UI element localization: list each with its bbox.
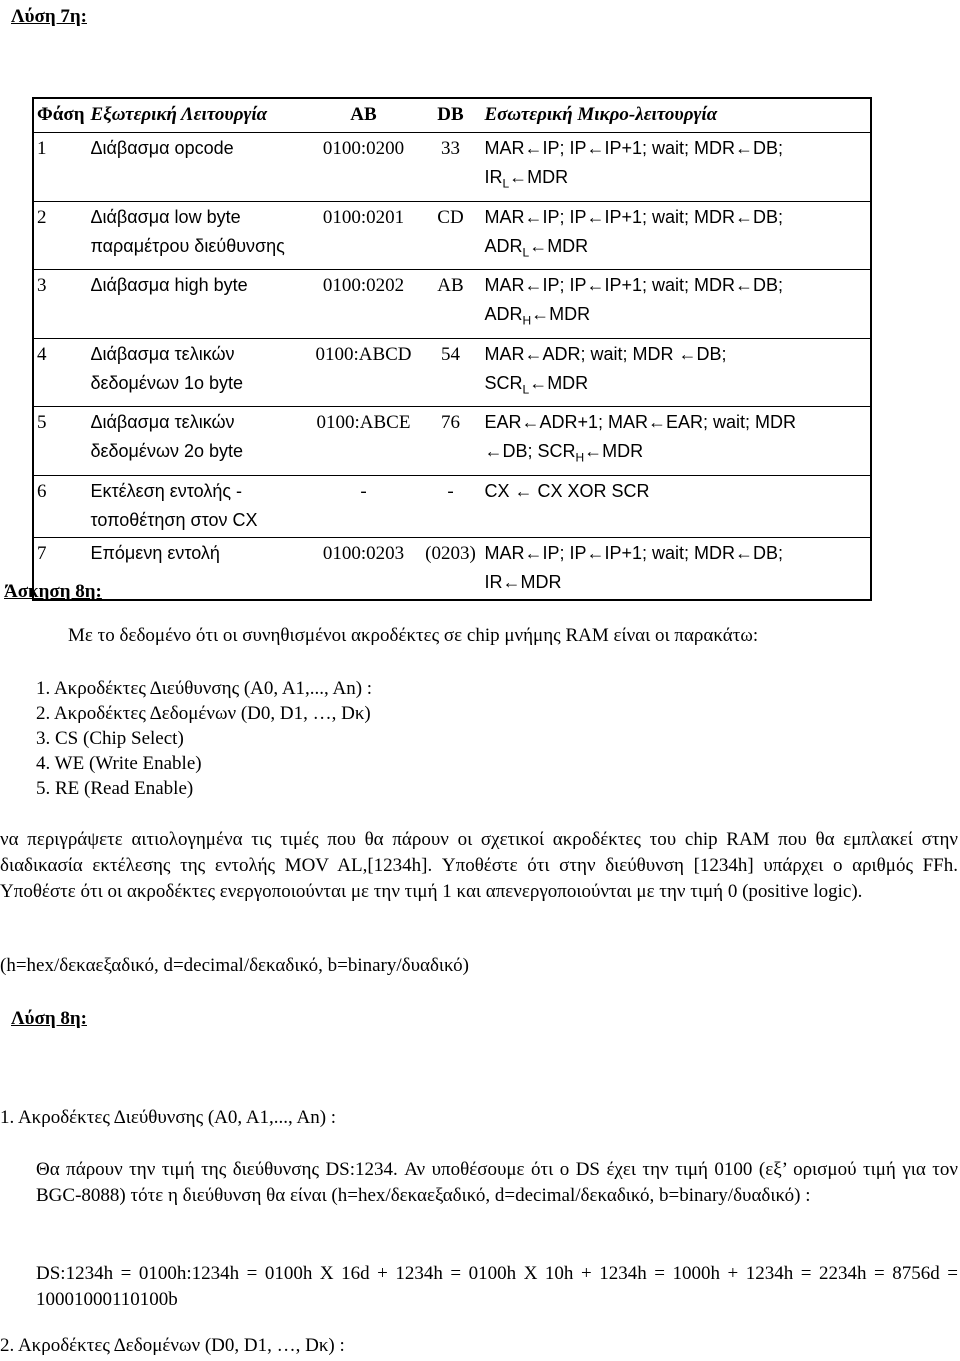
list-item: 5. RE (Read Enable) <box>36 778 194 799</box>
internal-tail: ←MDR <box>529 372 589 393</box>
register-subscript: L <box>522 382 530 397</box>
internal-tail: ←MDR <box>584 441 644 462</box>
cell-external: Διάβασμα τελικών δεδομένων 2ο byte <box>87 407 307 476</box>
register-subscript: L <box>502 176 510 191</box>
table-row <box>33 537 871 600</box>
cell-external: Διάβασμα opcode <box>87 133 307 202</box>
table-row <box>33 270 871 339</box>
internal-register: IR <box>484 167 503 187</box>
cell-external: Επόμενη εντολή <box>87 537 307 600</box>
cell-internal <box>481 338 871 407</box>
cell-db: (0203) <box>419 537 481 600</box>
solution-paragraph-1: Θα πάρουν την τιμή της διεύθυνσης DS:1234. Αν υποθέσουμε ότι ο DS έχει την τιμή 0100 (εξ’ ορισμού τιμή για τον BGC-8088) τότε η διεύθυνση θα είναι (h=hex/δεκαεξαδικό, d=decimal/δεκαδικό, b=binary/δυαδικό) : <box>36 1159 958 1206</box>
internal-tail: ←MDR <box>529 235 589 256</box>
notation-text: (h=hex/δεκαεξαδικό, d=decimal/δεκαδικό, b=binary/δυαδικό) <box>0 955 470 976</box>
list-item: 4. WE (Write Enable) <box>36 753 202 774</box>
cell-ab: 0100:ABCE <box>307 407 419 476</box>
cell-phase: 3 <box>33 270 87 339</box>
internal-register: IR <box>484 571 503 592</box>
internal-line-2 <box>484 232 867 268</box>
pins-list <box>36 676 372 801</box>
intro-text: Με το δεδομένο ότι οι συνηθισμένοι ακροδέκτες σε chip μνήμης RAM είναι οι παρακάτω: <box>68 625 759 646</box>
internal-line-2 <box>484 300 867 336</box>
internal-line-2 <box>484 163 867 199</box>
solution-item-2: 2. Ακροδέκτες Δεδομένων (D0, D1, …, Dκ) : <box>0 1335 345 1356</box>
cell-internal <box>481 407 871 476</box>
internal-register: ADR <box>484 304 523 325</box>
cell-phase: 5 <box>33 407 87 476</box>
internal-line-1: EAR←ADR+1; MAR←EAR; wait; MDR <box>484 412 797 433</box>
cell-internal <box>481 537 871 600</box>
cell-phase: 6 <box>33 475 87 537</box>
table-row <box>33 338 871 407</box>
table-row <box>33 407 871 476</box>
cell-external: Διάβασμα τελικών δεδομένων 1ο byte <box>87 338 307 407</box>
cell-db: 33 <box>419 133 481 202</box>
solution7-heading: Λύση 7η: <box>11 6 87 27</box>
internal-line-1: MAR←IP; IP←IP+1; wait; MDR←DB; <box>484 206 784 227</box>
cell-phase: 4 <box>33 338 87 407</box>
cell-internal <box>481 201 871 270</box>
cell-db: 76 <box>419 407 481 476</box>
cell-db: AB <box>419 270 481 339</box>
internal-register: ADR <box>484 235 523 256</box>
register-subscript: H <box>575 450 585 465</box>
internal-line-1: MAR←IP; IP←IP+1; wait; MDR←DB; <box>484 542 784 563</box>
internal-register: SCR <box>484 372 523 393</box>
cell-ab: 0100:0203 <box>307 537 419 600</box>
register-subscript: L <box>522 245 530 260</box>
task-paragraph: να περιγράψετε αιτιολογημένα τις τιμές που θα πάρουν οι σχετικοί ακροδέκτες του chip RAM που θα εμπλακεί στην διαδικασία εκτέλεσης της εντολής MOV AL,[1234h]. Υποθέστε ότι στην διεύθυνση [1234h] υπάρχει ο αριθμός FFh. Υποθέστε ότι οι ακροδέκτες ενεργοποιούνται με την τιμή 1 και απενεργοποιούνται με την τιμή 0 (positive logic). <box>0 829 958 902</box>
cell-ab: 0100:0200 <box>307 133 419 202</box>
table-row <box>33 133 871 202</box>
internal-line-2 <box>484 437 867 473</box>
cell-db: 54 <box>419 338 481 407</box>
table-header-row <box>33 98 871 133</box>
internal-tail: ←MDR <box>509 167 569 187</box>
cell-ab: 0100:ABCD <box>307 338 419 407</box>
table-row <box>33 475 871 537</box>
cell-external: Διάβασμα high byte <box>87 270 307 339</box>
cell-ab: - <box>307 475 419 537</box>
cell-external: Διάβασμα low byte παραμέτρου διεύθυνσης <box>87 201 307 270</box>
internal-line-1: MAR←IP; IP←IP+1; wait; MDR←DB; <box>484 275 784 296</box>
internal-register: ←DB; SCR <box>484 441 576 462</box>
register-subscript: H <box>522 313 532 328</box>
header-db: DB <box>419 98 481 133</box>
header-phase: Φάση <box>33 98 87 133</box>
cell-internal <box>481 270 871 339</box>
internal-line-2 <box>484 369 867 405</box>
exercise8-heading: Άσκηση 8η: <box>4 581 102 602</box>
cell-phase: 2 <box>33 201 87 270</box>
header-external: Εξωτερική Λειτουργία <box>87 98 307 133</box>
cell-ab: 0100:0201 <box>307 201 419 270</box>
cell-external: Εκτέλεση εντολής - τοποθέτηση στον CX <box>87 475 307 537</box>
internal-line-2 <box>484 568 867 597</box>
header-internal: Εσωτερική Μικρο-λειτουργία <box>481 98 871 133</box>
cell-db: CD <box>419 201 481 270</box>
internal-line-1: MAR←ADR; wait; MDR ←DB; <box>484 343 727 364</box>
cell-phase: 7 <box>33 537 87 600</box>
internal-tail: ←MDR <box>502 571 562 592</box>
list-item: 3. CS (Chip Select) <box>36 728 184 749</box>
internal-line-1: CX ← CX XOR SCR <box>484 480 650 501</box>
solution-item-1: 1. Ακροδέκτες Διεύθυνσης (A0, A1,..., An) : <box>0 1107 337 1128</box>
cell-internal <box>481 133 871 202</box>
cell-phase: 1 <box>33 133 87 202</box>
solution8-heading: Λύση 8η: <box>11 1008 87 1029</box>
phase-table <box>32 97 872 601</box>
solution-calculation: DS:1234h = 0100h:1234h = 0100h X 16d + 1234h = 0100h X 10h + 1234h = 1000h + 1234h = 2234h = 8756d = 10001000110100b <box>36 1263 958 1310</box>
list-item: 2. Ακροδέκτες Δεδομένων (D0, D1, …, Dκ) <box>36 703 371 724</box>
header-ab: AB <box>307 98 419 133</box>
table-row <box>33 201 871 270</box>
cell-ab: 0100:0202 <box>307 270 419 339</box>
list-item: 1. Ακροδέκτες Διεύθυνσης (A0, A1,..., An) : <box>36 678 373 699</box>
cell-internal <box>481 475 871 537</box>
internal-line-1: MAR←IP; IP←IP+1; wait; MDR←DB; <box>484 138 784 158</box>
internal-tail: ←MDR <box>531 304 591 325</box>
cell-db: - <box>419 475 481 537</box>
